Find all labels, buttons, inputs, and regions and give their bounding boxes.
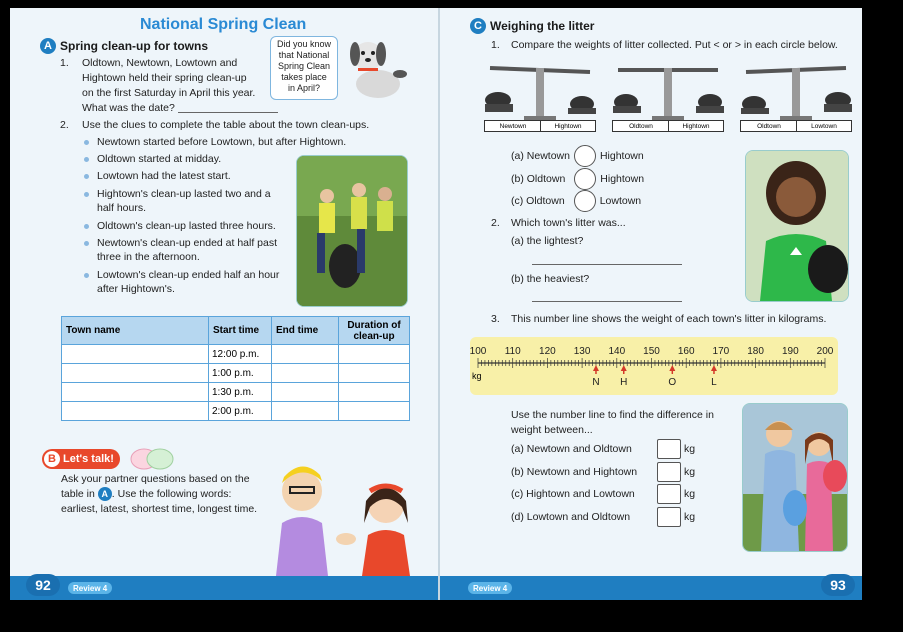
section-a-badge: A	[40, 38, 56, 54]
number-line-tick-label: 100	[470, 346, 487, 357]
number-line-tick-label: 170	[712, 346, 730, 357]
clue-item: Newtown's clean-up ended at half past three in the afternoon.	[97, 237, 278, 263]
table-cell[interactable]	[272, 345, 339, 364]
section-c-heading	[470, 18, 594, 34]
page-number-left: 92	[26, 574, 60, 596]
table-cell[interactable]	[272, 383, 339, 402]
table-cell[interactable]	[339, 383, 410, 402]
table-row	[62, 402, 410, 421]
talk-text: Ask your partner questions based on the table in A . Use the following words: earliest, latest, shortest time, longest time.	[61, 473, 258, 515]
talk-line: Ask your partner questions based on the	[61, 473, 250, 485]
c-q3-number: 3.	[491, 313, 500, 325]
difference-row: (a) Newtown and Oldtown kg	[511, 439, 695, 459]
clue-item: Oldtown's clean-up lasted three hours.	[97, 220, 276, 232]
q1-line: Oldtown, Newtown, Lowtown and	[82, 57, 238, 69]
q1-line: Hightown held their spring clean-up	[82, 72, 247, 84]
compare-row: (b) Oldtown Hightown	[511, 168, 644, 190]
section-b-title: Let's talk!	[63, 453, 114, 465]
q2-number: 2.	[60, 119, 69, 131]
bubble-line: in April?	[287, 83, 321, 93]
answer-box[interactable]	[657, 462, 681, 482]
children-talking-illustration	[262, 463, 422, 576]
scale-label-left: Newtown	[484, 120, 542, 132]
table-cell[interactable]	[339, 364, 410, 383]
section-a-title: Spring clean-up for towns	[60, 39, 209, 53]
table-cell: 2:00 p.m.	[209, 402, 272, 421]
page-number-right: 93	[821, 574, 855, 596]
number-line-marker-label: H	[620, 377, 628, 388]
scale-label-left: Oldtown	[740, 120, 798, 132]
q1-answer-line[interactable]	[178, 112, 278, 113]
scale-label-right: Hightown	[668, 120, 724, 132]
answer-box[interactable]	[657, 507, 681, 527]
table-cell[interactable]	[339, 345, 410, 364]
compare-circle[interactable]	[574, 168, 596, 190]
balance-scale	[484, 58, 596, 132]
clue-item: Lowtown's clean-up ended half an hour after Hightown's.	[97, 269, 280, 295]
scale-label-right: Hightown	[540, 120, 596, 132]
number-line-tick-label: 110	[504, 346, 521, 357]
compare-row: (c) Oldtown Lowtown	[511, 190, 641, 212]
clue-item: Oldtown started at midday.	[97, 153, 222, 165]
number-line-marker-label: O	[668, 377, 677, 388]
c-q2b-text: (b) the heaviest?	[511, 273, 590, 285]
scale-label-right: Lowtown	[796, 120, 852, 132]
number-line-tick-label: 200	[816, 346, 834, 357]
dog-illustration	[340, 34, 410, 102]
c-q2-text: Which town's litter was...	[511, 217, 626, 229]
q1-number: 1.	[60, 57, 69, 69]
clue-item: Newtown started before Lowtown, but after Hightown.	[97, 136, 347, 148]
bubble-line: takes place	[281, 72, 327, 82]
section-a-ref-badge: A	[98, 487, 112, 501]
table-cell: 12:00 p.m.	[209, 345, 272, 364]
table-row	[62, 345, 410, 364]
difference-row: (d) Lowtown and Oldtown kg	[511, 507, 695, 527]
balance-scale	[612, 58, 724, 132]
table-cell: 1:30 p.m.	[209, 383, 272, 402]
table-cell[interactable]	[62, 345, 209, 364]
q2-text: Use the clues to complete the table about the town clean-ups.	[82, 119, 370, 131]
table-header: End time	[272, 317, 339, 345]
number-line	[470, 337, 838, 395]
volunteers-photo	[296, 155, 408, 307]
table-cell[interactable]	[272, 364, 339, 383]
table-row	[62, 383, 410, 402]
bubble-line: Spring Clean	[277, 61, 331, 71]
c-q2-number: 2.	[491, 217, 500, 229]
c-q1-text: Compare the weights of litter collected. Put < or > in each circle below.	[511, 39, 838, 51]
table-cell[interactable]	[272, 402, 339, 421]
number-line-tick-label: 120	[539, 346, 556, 357]
compare-circle[interactable]	[574, 190, 596, 212]
heaviest-answer-line[interactable]	[532, 301, 682, 302]
number-line-marker-label: N	[592, 377, 600, 388]
q1-line: What was the date?	[82, 102, 175, 114]
number-line-tick-label: 190	[781, 346, 799, 357]
answer-box[interactable]	[657, 484, 681, 504]
table-cell[interactable]	[62, 383, 209, 402]
table-cell: 1:00 p.m.	[209, 364, 272, 383]
table-cell[interactable]	[339, 402, 410, 421]
table-header: Duration of clean-up	[339, 317, 410, 345]
section-b-heading	[42, 449, 120, 469]
fact-speech-bubble	[270, 36, 338, 100]
c-q1-number: 1.	[491, 39, 500, 51]
clue-item: Lowtown had the latest start.	[97, 170, 231, 182]
right-page	[440, 8, 862, 600]
page-title: National Spring Clean	[140, 16, 307, 33]
left-page	[10, 8, 438, 600]
clue-item: Hightown's clean-up lasted two and a half hours.	[97, 188, 271, 214]
section-a-heading	[40, 38, 208, 54]
review-tag-left: Review 4	[68, 582, 112, 594]
talk-line: earliest, latest, shortest time, longest time.	[61, 503, 258, 515]
number-line-marker-label: L	[711, 377, 717, 388]
q1-line: on the first Saturday in April this year.	[82, 87, 256, 99]
number-line-unit: kg	[472, 371, 482, 381]
compare-circle[interactable]	[574, 145, 596, 167]
town-cleanup-table	[61, 316, 410, 421]
c-q3-text: This number line shows the weight of each town's litter in kilograms.	[511, 313, 827, 325]
scale-label-left: Oldtown	[612, 120, 670, 132]
section-c-badge: C	[470, 18, 486, 34]
q1-text	[82, 56, 255, 116]
lightest-answer-line[interactable]	[532, 264, 682, 265]
children-litter-photo	[742, 403, 848, 552]
bubble-line: Did you know	[276, 39, 332, 49]
number-line-tick-label: 130	[573, 346, 591, 357]
speech-bubbles-icon	[128, 447, 176, 473]
balance-scale	[740, 58, 852, 132]
girl-recycling-photo	[745, 150, 849, 302]
difference-row: (b) Newtown and Hightown kg	[511, 462, 695, 482]
bubble-line: that National	[278, 50, 330, 60]
table-cell[interactable]	[62, 402, 209, 421]
textbook-spread	[10, 8, 862, 600]
compare-row: (a) Newtown Hightown	[511, 145, 644, 167]
c-q3b-text: Use the number line to find the difference in weight between...	[511, 409, 714, 436]
table-header: Start time	[209, 317, 272, 345]
table-row	[62, 364, 410, 383]
number-line-tick-label: 140	[608, 346, 626, 357]
c-q2a-text: (a) the lightest?	[511, 235, 584, 247]
review-tag-right: Review 4	[468, 582, 512, 594]
number-line-tick-label: 150	[643, 346, 660, 357]
section-c-title: Weighing the litter	[490, 19, 595, 33]
section-b-badge: B	[44, 451, 60, 467]
number-line-tick-label: 180	[747, 346, 764, 357]
table-header: Town name	[62, 317, 209, 345]
table-cell[interactable]	[62, 364, 209, 383]
answer-box[interactable]	[657, 439, 681, 459]
difference-row: (c) Hightown and Lowtown kg	[511, 484, 695, 504]
number-line-tick-label: 160	[677, 346, 695, 357]
